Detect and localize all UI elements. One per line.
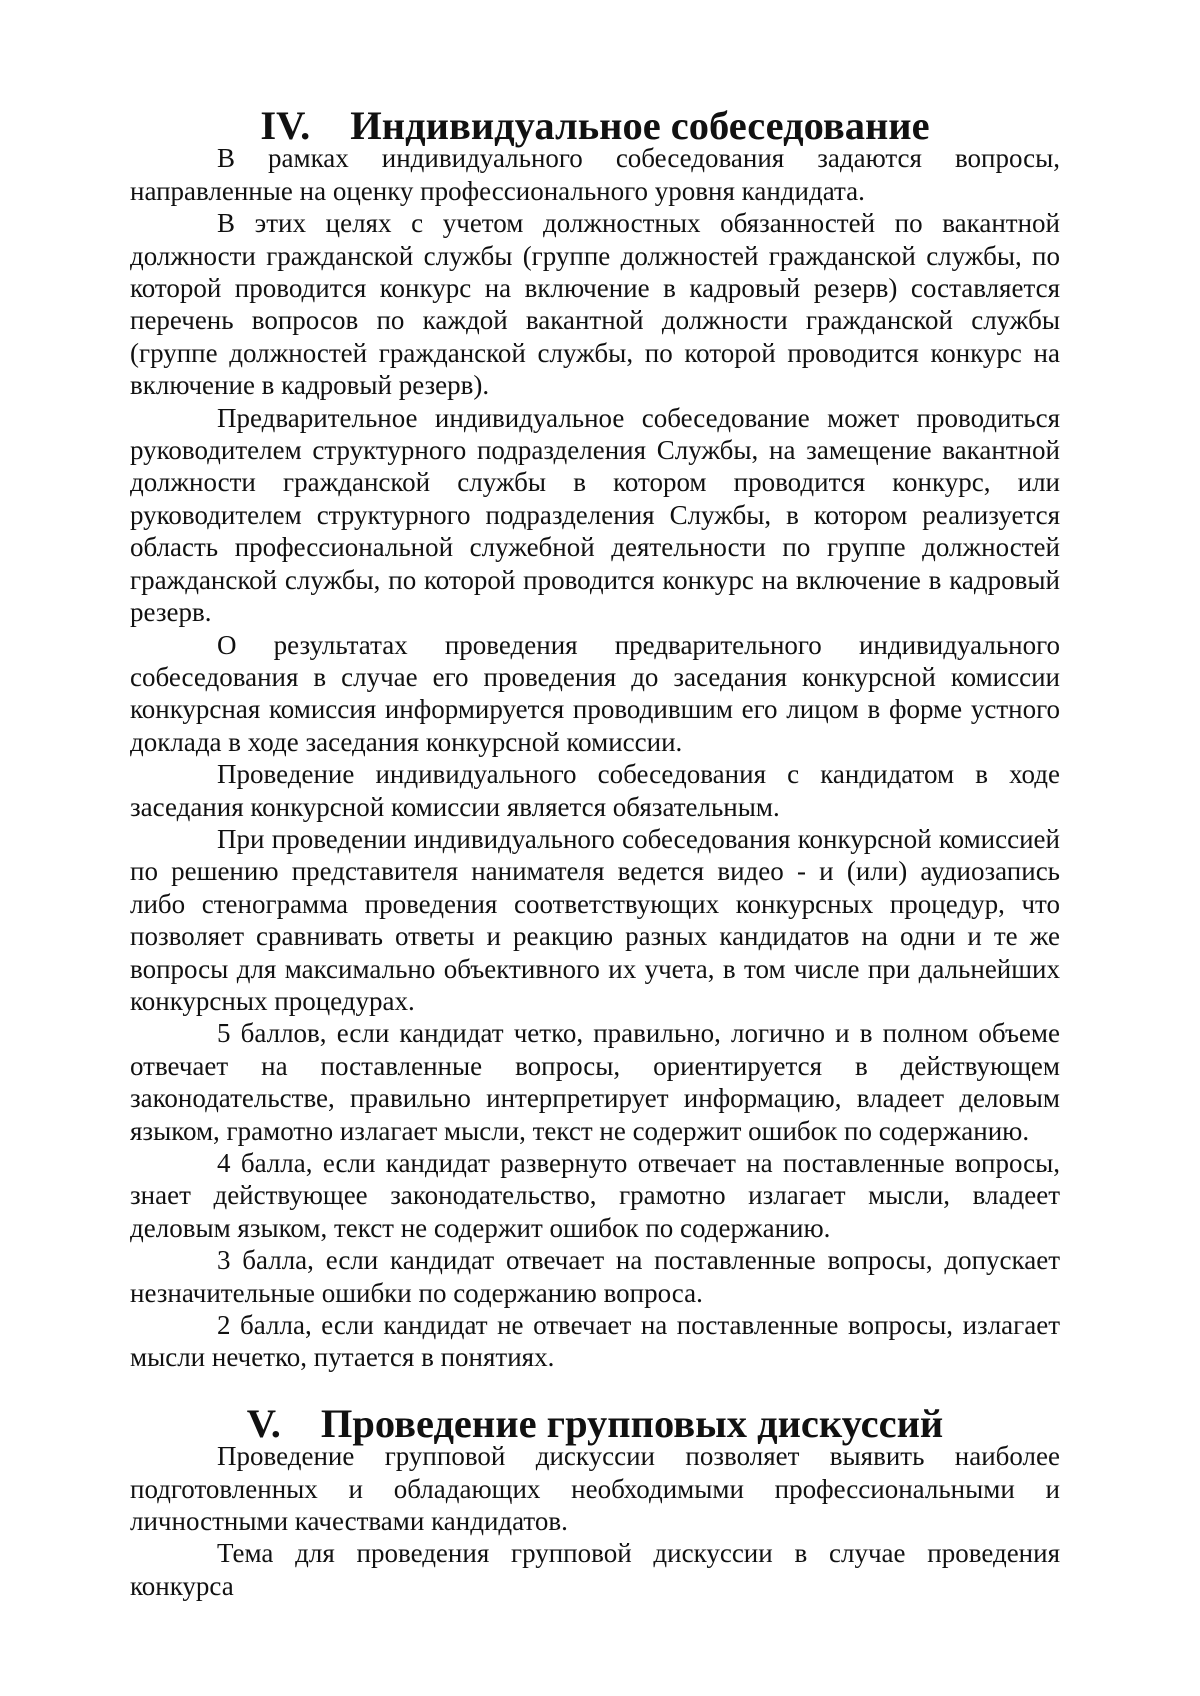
paragraph: 5 баллов, если кандидат четко, правильно, логично и в полном объеме отвечает на поставленные вопросы, ориентируется в действующем законодательстве, правильно интерпретирует информацию, владеет деловым языком, грамотно излагает мысли, текст не содержит ошибок по содержанию. [130, 1018, 1060, 1146]
section-numeral: IV. [260, 103, 311, 148]
section-numeral: V. [246, 1400, 281, 1446]
paragraph: Тема для проведения групповой дискуссии в случае проведения конкурса [130, 1538, 1060, 1601]
paragraph: О результатах проведения предварительного индивидуального собеседования в случае его проведения до заседания конкурсной комиссии конкурсная комиссия информируется проводившим его лицом в форме устного доклада в ходе заседания конкурсной комиссии. [130, 629, 1060, 757]
section-heading [130, 1400, 1060, 1446]
section-heading [130, 103, 1060, 148]
section-title: Проведение групповых дискуссий [320, 1400, 944, 1446]
paragraph: 3 балла, если кандидат отвечает на поставленные вопросы, допускает незначительные ошибки по содержанию вопроса. [130, 1245, 1060, 1308]
paragraph: При проведении индивидуального собеседования конкурсной комиссией по решению представителя нанимателя ведется видео - и (или) аудиозапись либо стенограмма проведения соответствующих конкурсных процедур, что позволяет сравнивать ответы и реакцию разных кандидатов на одни и те же вопросы для максимально объективного их учета, в том числе при дальнейших конкурсных процедурах. [130, 823, 1060, 1016]
paragraph: Проведение групповой дискуссии позволяет выявить наиболее подготовленных и обладающих необходимыми профессиональными и личностными качествами кандидатов. [130, 1441, 1060, 1537]
paragraph: Предварительное индивидуальное собеседование может проводиться руководителем структурного подразделения Службы, на замещение вакантной должности гражданской службы в котором проводится конкурс, или руководителем структурного подразделения Службы, в котором реализуется область профессиональной служебной деятельности по группе должностей гражданской службы, по которой проводится конкурс на включение в кадровый резерв. [130, 402, 1060, 628]
paragraph: 2 балла, если кандидат не отвечает на поставленные вопросы, излагает мысли нечетко, путается в понятиях. [130, 1310, 1060, 1373]
document-page [130, 103, 1060, 1602]
paragraph: В этих целях с учетом должностных обязанностей по вакантной должности гражданской службы (группе должностей гражданской службы, по которой проводится конкурс на включение в кадровый резерв) составляется перечень вопросов по каждой вакантной должности гражданской службы (группе должностей гражданской службы, по которой проводится конкурс на включение в кадровый резерв). [130, 208, 1060, 401]
paragraph: В рамках индивидуального собеседования задаются вопросы, направленные на оценку профессионального уровня кандидата. [130, 143, 1060, 206]
section-title: Индивидуальное собеседование [350, 103, 930, 148]
paragraph: 4 балла, если кандидат развернуто отвечает на поставленные вопросы, знает действующее законодательство, грамотно излагает мысли, владеет деловым языком, текст не содержит ошибок по содержанию. [130, 1148, 1060, 1243]
paragraph: Проведение индивидуального собеседования с кандидатом в ходе заседания конкурсной комиссии является обязательным. [130, 759, 1060, 822]
